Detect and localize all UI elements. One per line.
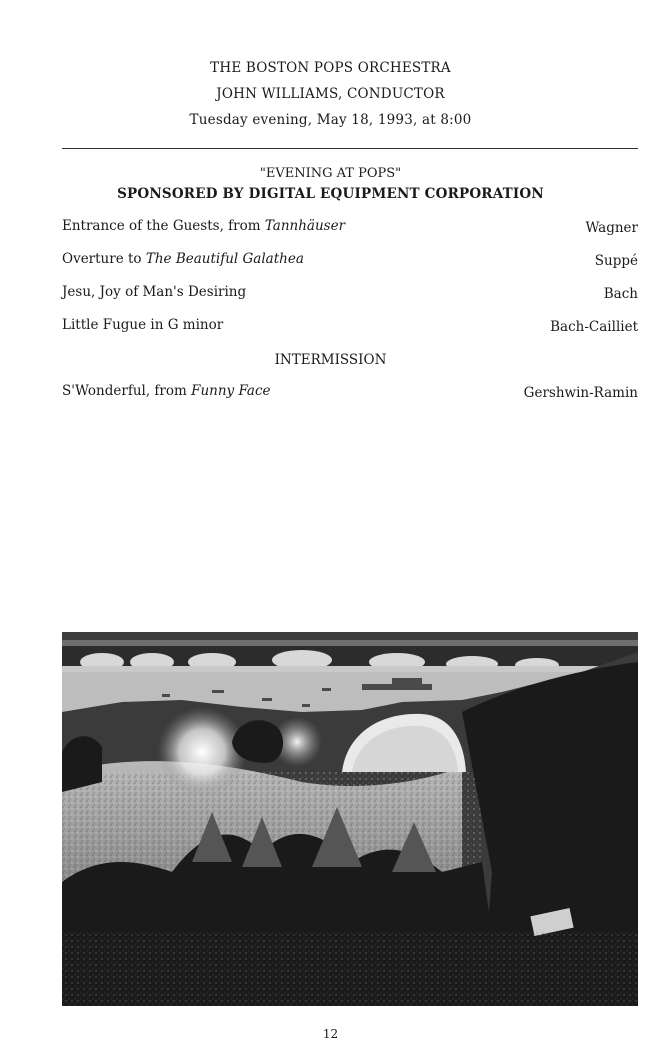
piece-title <box>62 383 271 399</box>
piece-title-text: Entrance of the Guests, from <box>62 218 265 234</box>
piece-title-italic: Funny Face <box>191 383 271 399</box>
orchestra-name: THE BOSTON POPS ORCHESTRA <box>210 60 451 76</box>
piece-title: Jesu, Joy of Man's Desiring <box>62 284 247 300</box>
composer: Gershwin-Ramin <box>523 385 638 401</box>
conductor-line: JOHN WILLIAMS, CONDUCTOR <box>216 86 445 102</box>
sponsor-line: SPONSORED BY DIGITAL EQUIPMENT CORPORATION <box>117 186 544 202</box>
composer: Suppé <box>594 253 638 269</box>
program-item <box>62 251 638 271</box>
program-title: "EVENING AT POPS" <box>259 166 402 181</box>
composer: Bach <box>603 286 638 302</box>
piece-title-italic: Tannhäuser <box>264 218 346 234</box>
intermission-label: INTERMISSION <box>274 352 387 368</box>
program-item <box>62 284 638 304</box>
piece-title <box>62 251 304 267</box>
page-number: 12 <box>322 1027 339 1041</box>
composer: Bach-Cailliet <box>550 319 638 335</box>
hatch-shell-crowd-photo <box>62 632 638 1006</box>
photo-illustration <box>62 632 638 1006</box>
program-item <box>62 218 638 238</box>
piece-title-italic: The Beautiful Galathea <box>145 251 304 267</box>
composer: Wagner <box>585 220 638 236</box>
piece-title: Little Fugue in G minor <box>62 317 224 333</box>
program-item <box>62 317 638 337</box>
piece-title-text: Overture to <box>62 251 146 267</box>
concert-date: Tuesday evening, May 18, 1993, at 8:00 <box>189 112 472 128</box>
program-item <box>62 383 638 403</box>
piece-title <box>62 218 345 234</box>
divider <box>62 148 638 149</box>
piece-title-text: S'Wonderful, from <box>62 383 192 399</box>
